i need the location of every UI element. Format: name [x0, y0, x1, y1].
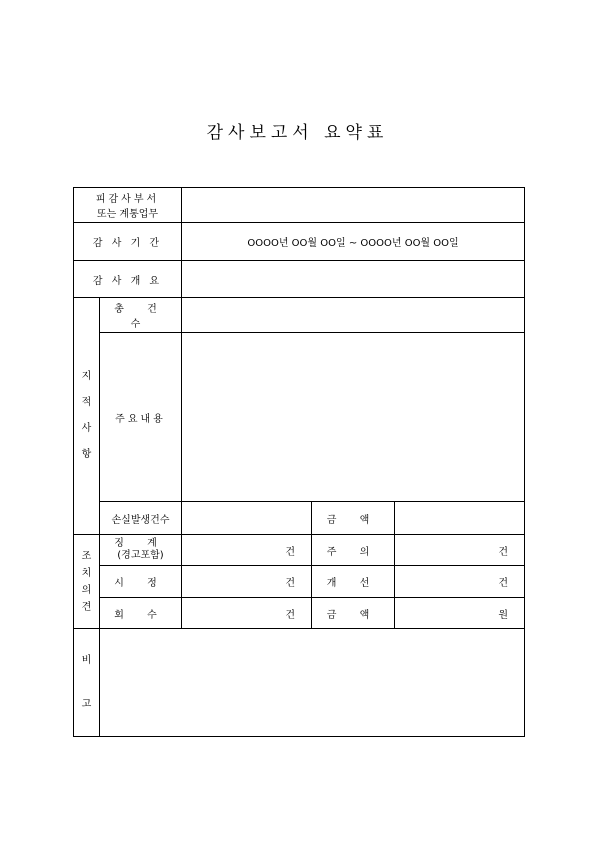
- period-value[interactable]: OOOO년 OO월 OO일 ~ OOOO년 OO월 OO일: [182, 223, 525, 261]
- findings-total-row: [74, 298, 525, 333]
- main-content-label: 주요내용: [100, 333, 182, 502]
- recovery-count[interactable]: 건: [182, 598, 312, 629]
- discipline-label: 징 계 (경고포함): [100, 535, 182, 566]
- page-title: 감사보고서 요약표: [206, 123, 389, 143]
- dept-label-cell: [74, 188, 182, 223]
- period-row: [74, 223, 525, 261]
- main-content-value[interactable]: [182, 333, 525, 502]
- overview-value-cell[interactable]: [182, 261, 525, 298]
- loss-amount-label: 금 액: [312, 502, 395, 535]
- recovery-amount-value[interactable]: 원: [395, 598, 525, 629]
- correction-count[interactable]: 건: [182, 566, 312, 598]
- total-count-label: 총 건 수: [100, 298, 182, 333]
- caution-count[interactable]: 건: [395, 535, 525, 566]
- loss-count-value[interactable]: [182, 502, 312, 535]
- dept-value-cell[interactable]: [182, 188, 525, 223]
- discipline-count[interactable]: 건: [182, 535, 312, 566]
- caution-label: 주 의: [312, 535, 395, 566]
- remarks-value[interactable]: [100, 629, 525, 737]
- dept-label-line1: 피감사부서: [95, 194, 160, 205]
- correction-label: 시 정: [100, 566, 182, 598]
- remarks-row: [74, 629, 525, 737]
- period-label: 감 사 기 간: [74, 223, 182, 261]
- findings-content-row: [74, 333, 525, 502]
- dept-label-line2: 또는 계통업무: [96, 209, 159, 220]
- overview-row: [74, 261, 525, 298]
- recovery-amount-label: 금 액: [312, 598, 395, 629]
- dept-row: [74, 188, 525, 223]
- remarks-section-label: 비 고: [74, 629, 100, 737]
- improvement-label: 개 선: [312, 566, 395, 598]
- discipline-row: [74, 535, 525, 566]
- loss-amount-value[interactable]: [395, 502, 525, 535]
- recovery-row: [74, 598, 525, 629]
- loss-row: [74, 502, 525, 535]
- findings-section-label: 지 적 사 항: [74, 298, 100, 535]
- actions-section-label: 조 치 의 견: [74, 535, 100, 629]
- correction-row: [74, 566, 525, 598]
- overview-label: 감 사 개 요: [74, 261, 182, 298]
- summary-table: [73, 187, 525, 737]
- total-count-value[interactable]: [182, 298, 525, 333]
- improvement-count[interactable]: 건: [395, 566, 525, 598]
- loss-count-label: 손실발생건수: [100, 502, 182, 535]
- recovery-label: 회 수: [100, 598, 182, 629]
